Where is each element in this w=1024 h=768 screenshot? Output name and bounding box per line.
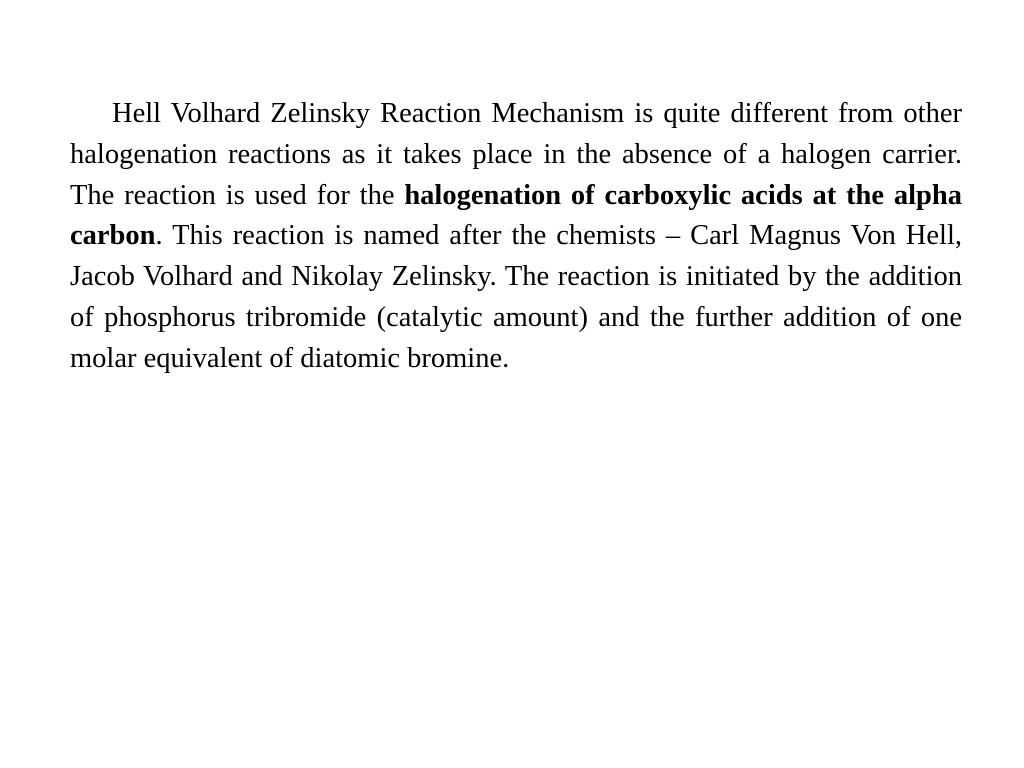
paragraph-bold-emphasis: halogenation of carboxylic acids at the alpha carbon — [70, 179, 962, 252]
body-paragraph — [70, 94, 962, 380]
paragraph-text-end: . This reaction is named after the chemists – Carl Magnus Von Hell, Jacob Volhard and Nikolay Zelinsky. The reaction is initiated by the addition of phosphorus tribromide (catalytic amount) and the further addition of one molar equivalent of diatomic bromine. — [70, 220, 962, 374]
paragraph-text-start: Hell Volhard Zelinsky Reaction Mechanism is quite different from other halogenation reactions as it takes place in the absence of a halogen carrier. The reaction is used for the — [70, 98, 962, 211]
